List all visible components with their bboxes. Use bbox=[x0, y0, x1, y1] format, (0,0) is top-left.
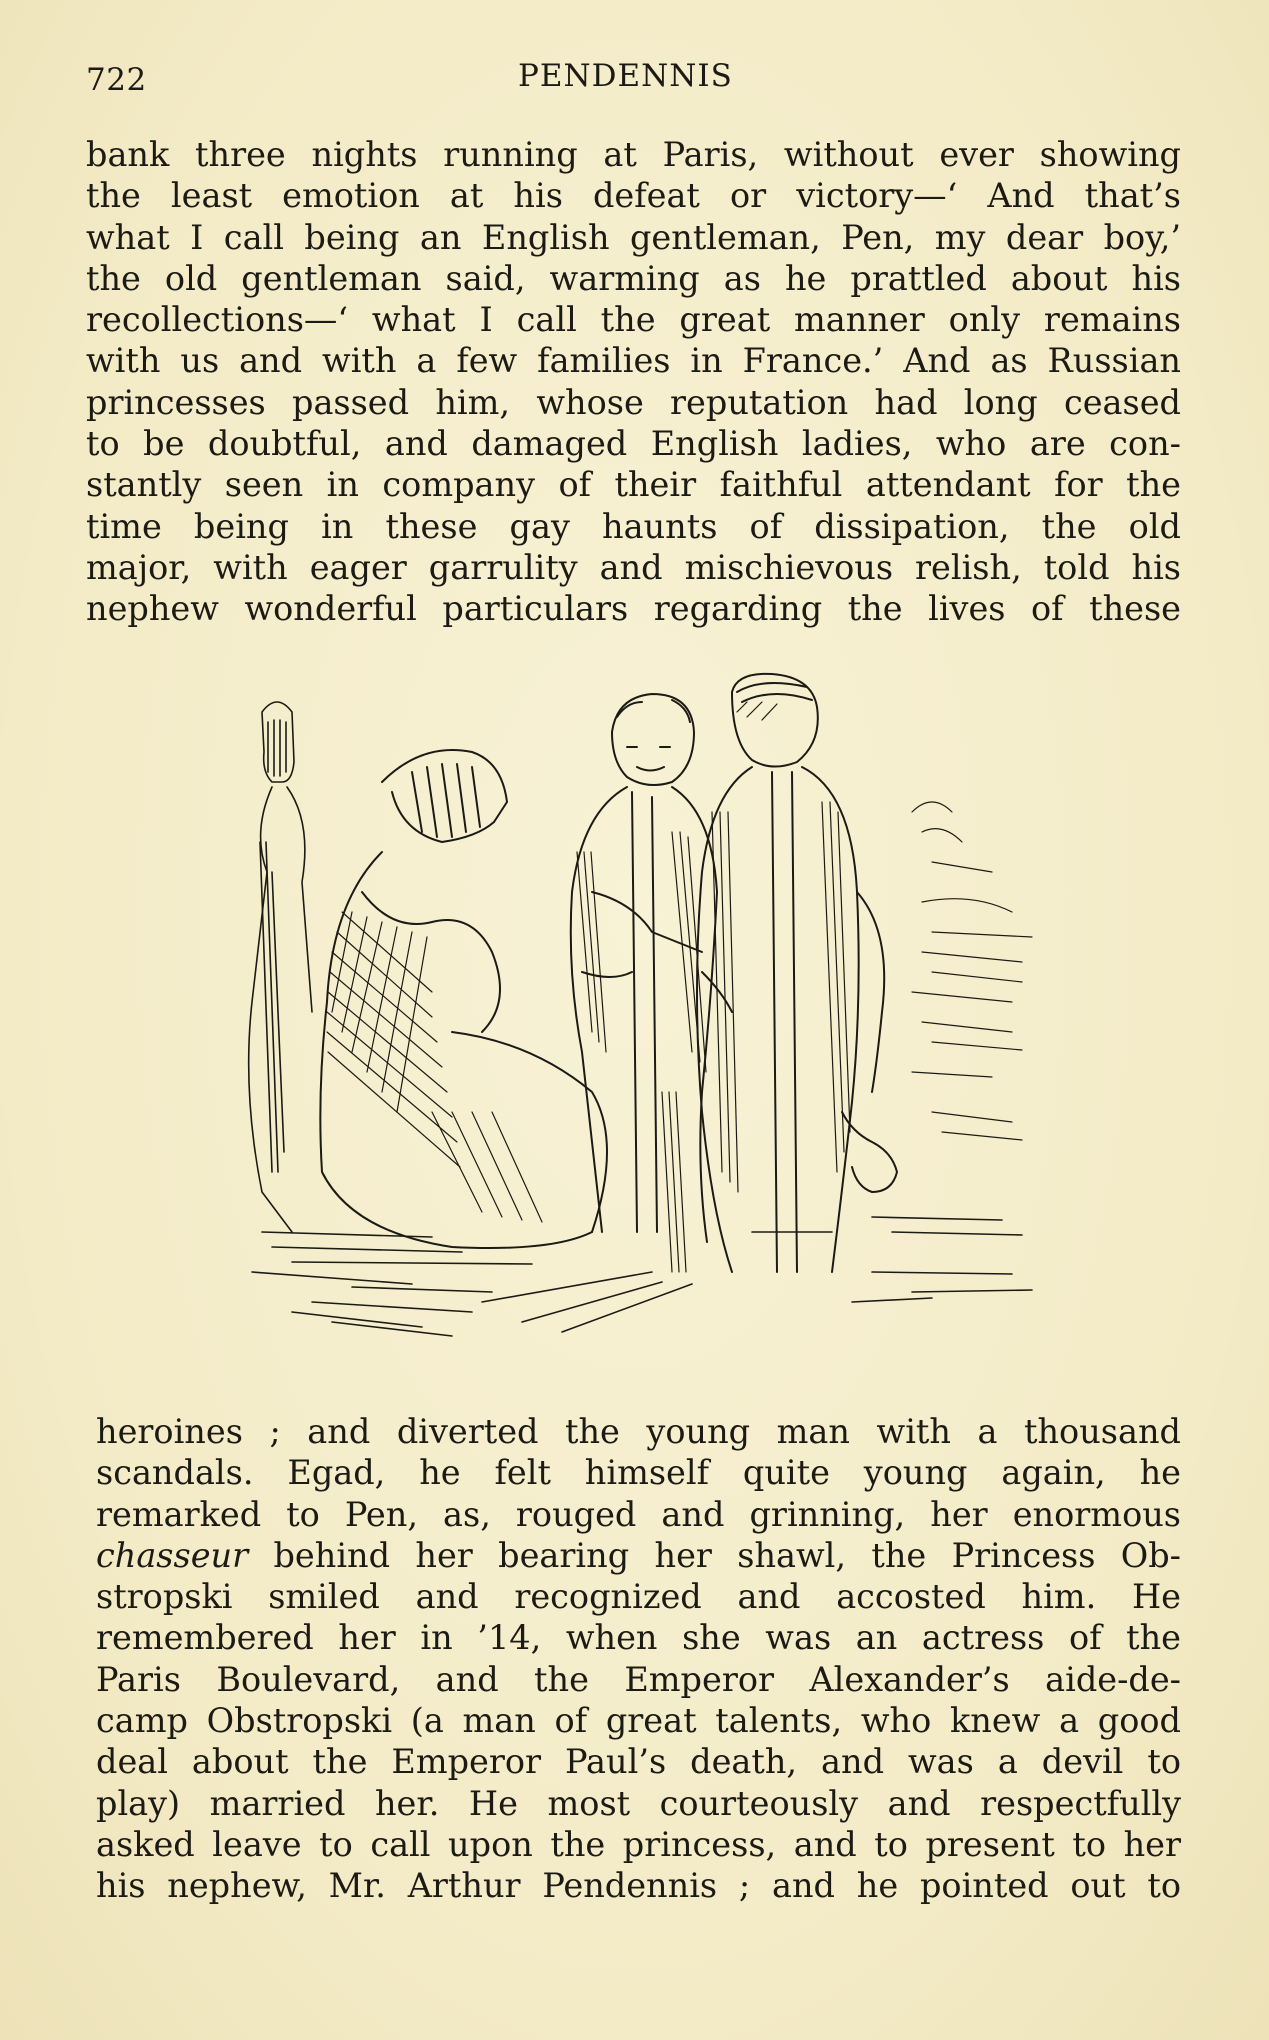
text-line: to be doubtful, and damaged English ladies, who are con- bbox=[86, 424, 1181, 464]
old-major-shading bbox=[577, 832, 706, 1272]
text-line: his nephew, Mr. Arthur Pendennis ; and he pointed out to bbox=[96, 1866, 1181, 1906]
engraving-illustration-icon bbox=[232, 672, 1062, 1372]
text-line: heroines ; and diverted the young man with a thousand bbox=[96, 1412, 1181, 1451]
text-line: stropski smiled and recognized and accosted him. He bbox=[96, 1577, 1181, 1617]
text-line-with-italic bbox=[96, 1535, 1181, 1576]
text-line: the old gentleman said, warming as he prattled about his bbox=[86, 258, 1181, 298]
young-pen-shading bbox=[712, 702, 850, 1192]
seated-woman-figure bbox=[320, 750, 607, 1248]
text-line: asked leave to call upon the princess, and to present to her bbox=[96, 1824, 1181, 1864]
page-number: 722 bbox=[86, 62, 147, 98]
ground-hatching bbox=[252, 1217, 1032, 1336]
text-line: deal about the Emperor Paul’s death, and was a devil to bbox=[96, 1742, 1181, 1782]
text-line: nephew wonderful particulars regarding the lives of these bbox=[86, 589, 1181, 629]
background-figure-left bbox=[249, 702, 312, 1232]
text-line: recollections—‘ what I call the great manner only remains bbox=[86, 300, 1181, 340]
seated-woman-shading bbox=[327, 912, 542, 1222]
young-pen-figure bbox=[697, 674, 897, 1272]
text-line: princesses passed him, whose reputation had long ceased bbox=[86, 382, 1181, 422]
engraving-illustration bbox=[232, 672, 1062, 1372]
text-fragment: behind her bearing her shawl, the Princess Ob- bbox=[273, 1535, 1181, 1575]
italic-word: chasseur bbox=[96, 1535, 249, 1575]
text-line: play) married her. He most courteously and respectfully bbox=[96, 1783, 1181, 1823]
paragraph-bottom bbox=[96, 1411, 1181, 1907]
text-line: remarked to Pen, as, rouged and grinning, her enormous bbox=[96, 1494, 1181, 1534]
text-line: what I call being an English gentleman, Pen, my dear boy,’ bbox=[86, 217, 1181, 257]
text-line: camp Obstropski (a man of great talents, who knew a good bbox=[96, 1701, 1181, 1741]
text-line: Paris Boulevard, and the Emperor Alexander’s aide-de- bbox=[96, 1659, 1181, 1699]
text-line: with us and with a few families in France.’ And as Russian bbox=[86, 341, 1181, 381]
text-line: bank three nights running at Paris, without ever showing bbox=[86, 135, 1181, 174]
page-header bbox=[86, 58, 1186, 108]
text-line: time being in these gay haunts of dissipation, the old bbox=[86, 506, 1181, 546]
text-line: scandals. Egad, he felt himself quite young again, he bbox=[96, 1453, 1181, 1493]
text-line: remembered her in ’14, when she was an actress of the bbox=[96, 1618, 1181, 1658]
running-title: PENDENNIS bbox=[518, 58, 733, 94]
text-line: stantly seen in company of their faithful attendant for the bbox=[86, 465, 1181, 505]
text-line: major, with eager garrulity and mischievous relish, told his bbox=[86, 547, 1181, 587]
paragraph-top bbox=[86, 134, 1181, 630]
text-line: the least emotion at his defeat or victory—‘ And that’s bbox=[86, 176, 1181, 216]
background-sketch-right bbox=[912, 802, 1032, 1140]
